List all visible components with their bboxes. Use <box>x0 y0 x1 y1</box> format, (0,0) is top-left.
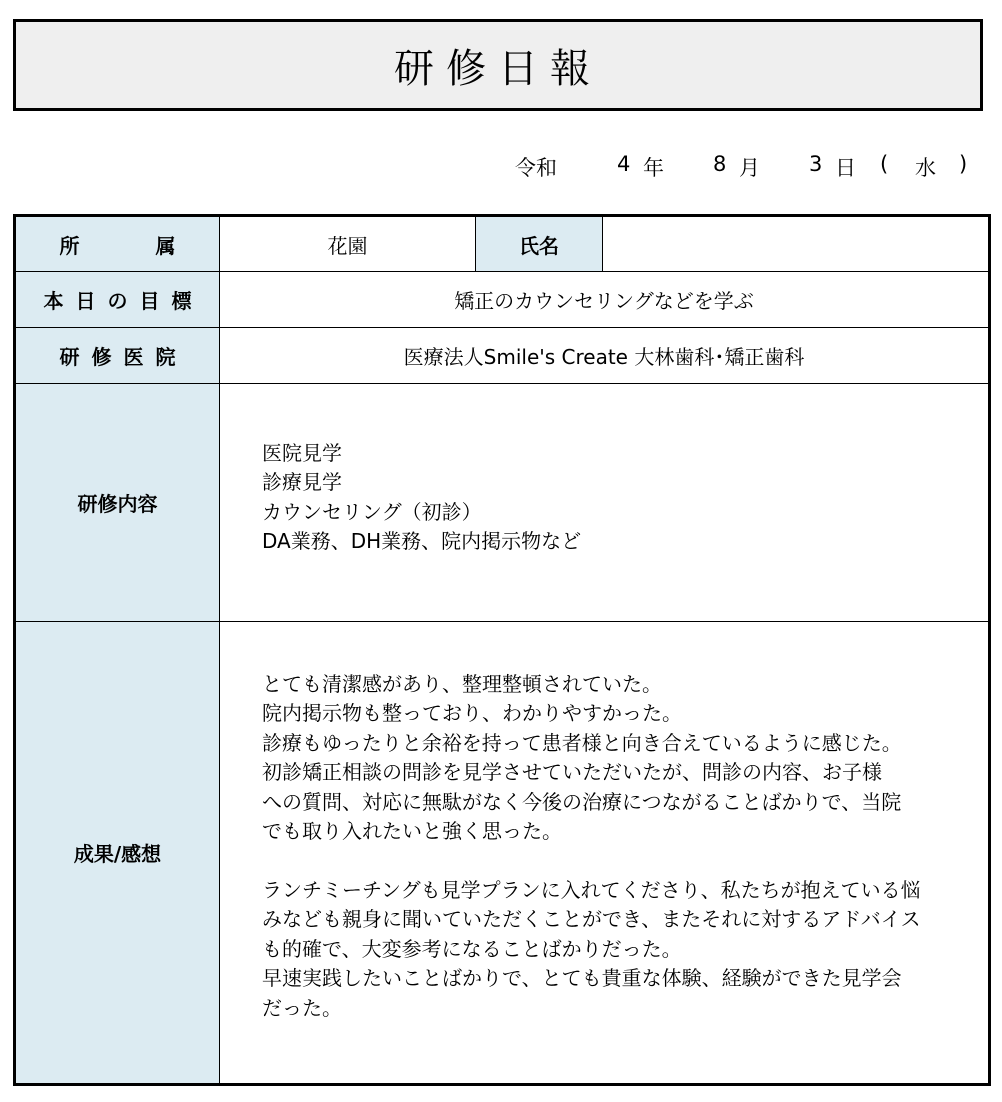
date-paren-close: ) <box>959 152 968 176</box>
result-line: も的確で、大変参考になることばかりだった。 <box>262 936 682 961</box>
result-value[interactable] <box>220 622 990 1085</box>
date-year-unit: 年 <box>643 156 664 180</box>
affiliation-value[interactable]: 花園 <box>220 216 476 272</box>
document-title: 研修日報 <box>13 19 983 111</box>
content-row <box>15 384 990 622</box>
report-date <box>505 152 980 184</box>
content-label: 研修内容 <box>15 384 220 622</box>
clinic-row <box>15 328 990 384</box>
affiliation-label: 所 属 <box>15 216 220 272</box>
content-line: 医院見学 <box>262 440 342 465</box>
goal-row <box>15 272 990 328</box>
date-month-unit: 月 <box>739 156 760 180</box>
result-line: とても清潔感があり、整理整頓されていた。 <box>262 671 662 696</box>
content-line: 診療見学 <box>262 470 342 494</box>
date-paren-open: ( <box>880 152 889 176</box>
goal-label: 本日の目標 <box>15 272 220 328</box>
result-row <box>15 622 990 1085</box>
result-line: でも取り入れたいと強く思った。 <box>262 819 562 844</box>
name-label: 氏名 <box>476 216 603 272</box>
content-line: カウンセリング（初診） <box>262 499 482 524</box>
affiliation-row <box>15 216 990 272</box>
result-line: ランチミーチングも見学プランに入れてくださり、私たちが抱えている悩 <box>262 877 921 902</box>
result-line: 初診矯正相談の問診を見学させていただいたが、問診の内容、お子様 <box>262 760 882 785</box>
result-line: 早速実践したいことばかりで、とても貴重な体験、経験ができた見学会 <box>262 966 902 991</box>
result-line: みなども親身に聞いていただくことができ、またそれに対するアドバイス <box>262 907 921 932</box>
clinic-label: 研修医院 <box>15 328 220 384</box>
date-day: 3 <box>809 152 823 176</box>
date-weekday: 水 <box>915 156 936 180</box>
date-year: 4 <box>617 152 631 176</box>
date-day-unit: 日 <box>835 156 856 180</box>
paragraph-gap <box>262 847 988 876</box>
result-label: 成果/感想 <box>15 622 220 1085</box>
report-table <box>13 214 991 1086</box>
result-line: 院内掲示物も整っており、わかりやすかった。 <box>262 701 682 726</box>
content-value[interactable] <box>220 384 990 622</box>
content-line: DA業務、DH業務、院内掲示物など <box>262 529 582 553</box>
result-line: だった。 <box>262 995 342 1020</box>
result-lines <box>220 670 988 1024</box>
clinic-value[interactable]: 医療法人Smile's Create 大林歯科･矯正歯科 <box>220 328 990 384</box>
content-lines <box>220 439 988 557</box>
name-value[interactable] <box>603 216 990 272</box>
date-era: 令和 <box>515 156 557 180</box>
goal-value[interactable]: 矯正のカウンセリングなどを学ぶ <box>220 272 990 328</box>
result-line: への質問、対応に無駄がなく今後の治療につながることばかりで、当院 <box>262 789 902 814</box>
result-line: 診療もゆったりと余裕を持って患者様と向き合えているように感じた。 <box>262 730 902 755</box>
date-month: 8 <box>713 152 727 176</box>
